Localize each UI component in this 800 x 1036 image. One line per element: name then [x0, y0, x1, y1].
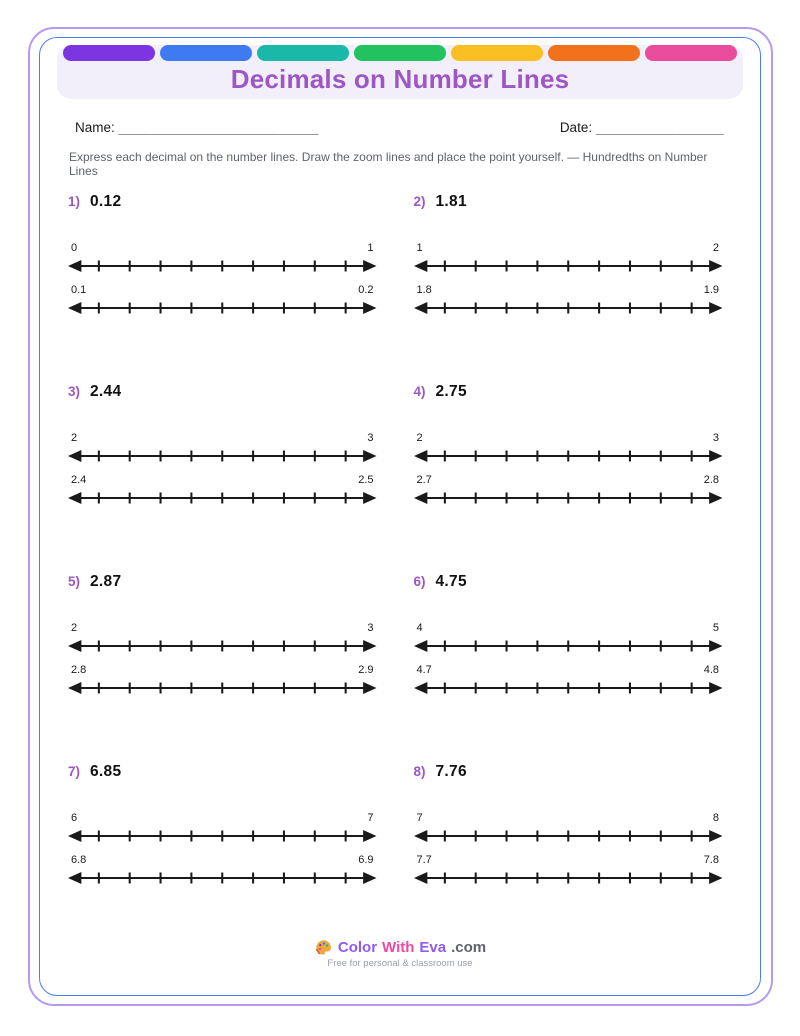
number-line	[414, 827, 723, 845]
problem-number: 6)	[413, 573, 426, 589]
number-line-labels	[414, 664, 723, 676]
instructions-text: Express each decimal on the number lines. Draw the zoom lines and place the point yourself. — Hundredths on Number Lines	[69, 149, 708, 178]
logo-with: With	[382, 938, 415, 956]
problem-number: 1)	[68, 193, 81, 209]
problem-number: 4)	[413, 383, 426, 399]
problem-header	[414, 763, 723, 781]
number-line-labels	[68, 284, 377, 296]
number-line-labels	[68, 854, 377, 866]
name-label: Name:	[75, 119, 115, 135]
left-endpoint-label: 2.7	[416, 473, 432, 486]
meta-row	[75, 120, 724, 135]
problem-3	[68, 383, 377, 507]
left-endpoint-label: 1.8	[416, 283, 432, 296]
right-endpoint-label: 7	[367, 811, 374, 824]
problem-7	[68, 763, 377, 887]
footer	[40, 938, 760, 969]
color-bar	[548, 45, 640, 61]
number-line-labels	[414, 474, 723, 486]
right-endpoint-label: 2.8	[703, 473, 719, 486]
number-line	[68, 257, 377, 275]
number-line-zoomed	[68, 854, 377, 887]
problem-header	[68, 763, 377, 781]
right-endpoint-label: 0.2	[358, 283, 374, 296]
problem-header	[68, 193, 377, 211]
problem-value: 2.75	[435, 382, 467, 400]
number-line-labels	[68, 622, 377, 634]
right-endpoint-label: 1	[367, 241, 374, 254]
number-line-labels	[414, 284, 723, 296]
number-line	[414, 299, 723, 317]
number-line-labels	[68, 812, 377, 824]
problem-5	[68, 573, 377, 697]
color-bar	[257, 45, 349, 61]
footer-tagline: Free for personal & classroom use	[327, 957, 473, 969]
number-line-ones	[414, 432, 723, 465]
problem-2	[414, 193, 723, 317]
number-line-labels	[414, 242, 723, 254]
right-endpoint-label: 3	[712, 431, 719, 444]
number-line	[68, 679, 377, 697]
number-line	[68, 489, 377, 507]
number-line	[414, 869, 723, 887]
date-label: Date:	[559, 119, 593, 135]
header-band	[57, 45, 743, 99]
number-line-labels	[68, 242, 377, 254]
date-blank-line[interactable]: ________________	[595, 119, 724, 135]
number-line-zoomed	[68, 284, 377, 317]
problem-number: 2)	[413, 193, 426, 209]
left-endpoint-label: 2.8	[71, 663, 87, 676]
right-endpoint-label: 8	[712, 811, 719, 824]
problem-header	[68, 383, 377, 401]
problem-value: 1.81	[435, 192, 467, 210]
number-line-ones	[68, 242, 377, 275]
page-title: Decimals on Number Lines	[230, 64, 570, 94]
name-field	[75, 120, 319, 135]
number-line-ones	[68, 622, 377, 655]
date-field	[560, 120, 724, 135]
left-endpoint-label: 0	[71, 241, 78, 254]
problem-6	[414, 573, 723, 697]
left-endpoint-label: 2	[71, 431, 78, 444]
logo-com: .com	[451, 938, 487, 956]
right-endpoint-label: 2.9	[358, 663, 374, 676]
number-line-ones	[68, 432, 377, 465]
problem-header	[414, 383, 723, 401]
problem-value: 6.85	[90, 762, 122, 780]
number-line-zoomed	[68, 664, 377, 697]
number-line-labels	[68, 474, 377, 486]
problem-value: 7.76	[435, 762, 467, 780]
number-line-ones	[68, 812, 377, 845]
right-endpoint-label: 2.5	[358, 473, 374, 486]
number-line-ones	[414, 622, 723, 655]
number-line	[68, 827, 377, 845]
number-line-labels	[414, 812, 723, 824]
left-endpoint-label: 7	[416, 811, 423, 824]
number-line-labels	[414, 854, 723, 866]
number-line-labels	[414, 622, 723, 634]
left-endpoint-label: 2	[416, 431, 423, 444]
logo-color: Color	[337, 938, 378, 956]
number-line-ones	[414, 242, 723, 275]
color-bar	[63, 45, 155, 61]
problem-value: 4.75	[435, 572, 467, 590]
right-endpoint-label: 7.8	[703, 853, 719, 866]
number-line	[68, 869, 377, 887]
number-line-zoomed	[414, 664, 723, 697]
number-line-ones	[414, 812, 723, 845]
logo-eva: Eva	[419, 938, 447, 956]
right-endpoint-label: 6.9	[358, 853, 374, 866]
left-endpoint-label: 4.7	[416, 663, 432, 676]
right-endpoint-label: 3	[367, 431, 374, 444]
problem-header	[68, 573, 377, 591]
number-line-zoomed	[414, 284, 723, 317]
color-bar	[160, 45, 252, 61]
left-endpoint-label: 6.8	[71, 853, 87, 866]
palette-icon	[314, 938, 333, 957]
problem-4	[414, 383, 723, 507]
right-endpoint-label: 3	[367, 621, 374, 634]
number-line	[414, 489, 723, 507]
number-line	[68, 299, 377, 317]
left-endpoint-label: 4	[416, 621, 423, 634]
name-blank-line[interactable]: _________________________	[118, 119, 319, 135]
problem-8	[414, 763, 723, 887]
number-line-zoomed	[68, 474, 377, 507]
problem-header	[414, 193, 723, 211]
problem-number: 8)	[413, 763, 426, 779]
problem-value: 0.12	[90, 192, 122, 210]
number-line	[414, 679, 723, 697]
problem-header	[414, 573, 723, 591]
left-endpoint-label: 1	[416, 241, 423, 254]
number-line-labels	[68, 432, 377, 444]
problems-grid	[68, 193, 722, 887]
number-line-zoomed	[414, 854, 723, 887]
left-endpoint-label: 0.1	[71, 283, 87, 296]
problem-value: 2.44	[90, 382, 122, 400]
number-line	[414, 447, 723, 465]
right-endpoint-label: 2	[712, 241, 719, 254]
color-bar	[451, 45, 543, 61]
number-line	[68, 447, 377, 465]
decorative-color-bars	[57, 45, 743, 61]
number-line	[414, 257, 723, 275]
number-line-labels	[68, 664, 377, 676]
problem-number: 3)	[68, 383, 81, 399]
left-endpoint-label: 2.4	[71, 473, 87, 486]
number-line	[68, 637, 377, 655]
problem-number: 5)	[68, 573, 81, 589]
color-bar	[645, 45, 737, 61]
right-endpoint-label: 4.8	[703, 663, 719, 676]
left-endpoint-label: 6	[71, 811, 78, 824]
right-endpoint-label: 1.9	[703, 283, 719, 296]
number-line-labels	[414, 432, 723, 444]
number-line	[414, 637, 723, 655]
right-endpoint-label: 5	[712, 621, 719, 634]
problem-value: 2.87	[90, 572, 122, 590]
number-line-zoomed	[414, 474, 723, 507]
left-endpoint-label: 2	[71, 621, 78, 634]
footer-logo	[40, 938, 760, 957]
worksheet-card	[39, 37, 761, 996]
problem-1	[68, 193, 377, 317]
color-bar	[354, 45, 446, 61]
left-endpoint-label: 7.7	[416, 853, 432, 866]
problem-number: 7)	[68, 763, 81, 779]
